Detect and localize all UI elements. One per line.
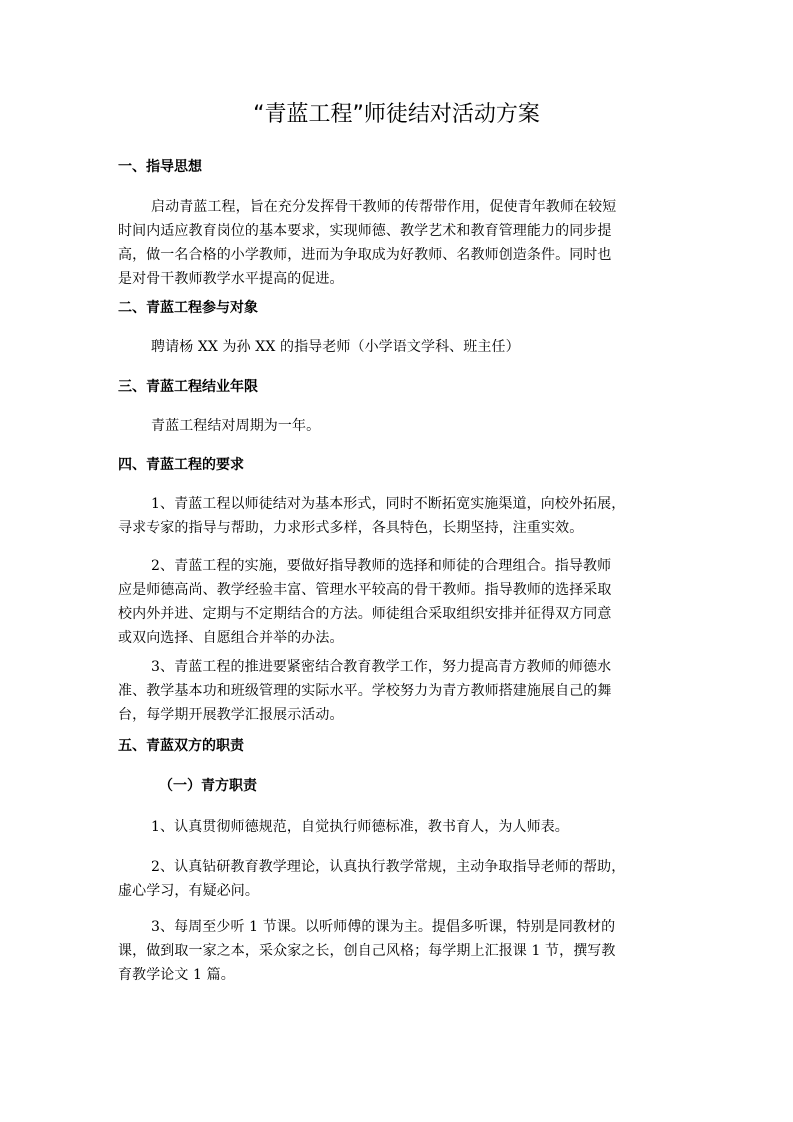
paragraph-guiding-ideology xyxy=(118,195,676,291)
section-heading-requirements: 四、青蓝工程的要求 xyxy=(118,457,244,473)
paragraph-line: 启动青蓝工程，旨在充分发挥骨干教师的传帮带作用，促使青年教师在较短 xyxy=(151,199,617,215)
paragraph-line: 课，做到取一家之本，采众家之长，创自己风格；每学期上汇报课 1 节，撰写教 xyxy=(118,943,616,959)
paragraph-line: 高，做一名合格的小学教师，进而为争取成为好教师、名教师创造条件。同时也 xyxy=(118,247,612,263)
paragraph-responsibility-1 xyxy=(118,815,676,839)
section-heading-duration: 三、青蓝工程结业年限 xyxy=(118,379,258,395)
paragraph-line: 寻求专家的指导与帮助，力求形式多样，各具特色，长期坚持，注重实效。 xyxy=(118,520,584,536)
paragraph-responsibility-2 xyxy=(118,855,676,903)
section-heading-participants: 二、青蓝工程参与对象 xyxy=(118,300,258,316)
paragraph-line: 准、教学基本功和班级管理的实际水平。学校努力为青方教师搭建施展自己的舞 xyxy=(118,683,612,699)
paragraph-line: 是对骨干教师教学水平提高的促进。 xyxy=(118,271,344,287)
paragraph-line: 3、每周至少听 1 节课。以听师傅的课为主。提倡多听课，特别是同教材的 xyxy=(151,919,616,935)
paragraph-line: 时间内适应教育岗位的基本要求，实现师德、教学艺术和教育管理能力的同步提 xyxy=(118,223,612,239)
paragraph-line: 2、青蓝工程的实施，要做好指导教师的选择和师徒的合理组合。指导教师 xyxy=(151,558,612,574)
paragraph-requirement-3 xyxy=(118,655,676,727)
document-title: “青蓝工程”师徒结对活动方案 xyxy=(253,102,540,127)
paragraph-line: 2、认真钻研教育教学理论，认真执行教学常规，主动争取指导老师的帮助， xyxy=(151,859,626,875)
paragraph-line: 或双向选择、自愿组合并举的办法。 xyxy=(118,630,344,646)
paragraph-responsibility-3 xyxy=(118,915,676,987)
paragraph-requirement-1 xyxy=(118,492,676,540)
subheading-junior-responsibilities: （一）青方职责 xyxy=(159,778,257,794)
paragraph-participants xyxy=(118,335,676,359)
paragraph-line: 聘请杨 XX 为孙 XX 的指导老师（小学语文学科、班主任） xyxy=(151,339,520,355)
paragraph-line: 应是师德高尚、教学经验丰富、管理水平较高的骨干教师。指导教师的选择采取 xyxy=(118,582,612,598)
paragraph-line: 3、青蓝工程的推进要紧密结合教育教学工作，努力提高青方教师的师德水 xyxy=(151,659,612,675)
paragraph-line: 校内外并进、定期与不定期结合的方法。师徒组合采取组织安排并征得双方同意 xyxy=(118,606,612,622)
paragraph-line: 1、青蓝工程以师徒结对为基本形式，同时不断拓宽实施渠道，向校外拓展， xyxy=(151,496,626,512)
paragraph-requirement-2 xyxy=(118,554,676,650)
paragraph-duration xyxy=(118,414,676,438)
paragraph-line: 台，每学期开展教学汇报展示活动。 xyxy=(118,707,344,723)
paragraph-line: 青蓝工程结对周期为一年。 xyxy=(151,418,321,434)
section-heading-responsibilities: 五、青蓝双方的职责 xyxy=(118,738,244,754)
paragraph-line: 虚心学习，有疑必问。 xyxy=(118,883,259,899)
paragraph-line: 育教学论文 1 篇。 xyxy=(118,967,235,983)
paragraph-line: 1、认真贯彻师德规范，自觉执行师德标准，教书育人，为人师表。 xyxy=(151,819,569,835)
section-heading-guiding-ideology: 一、指导思想 xyxy=(118,159,202,175)
